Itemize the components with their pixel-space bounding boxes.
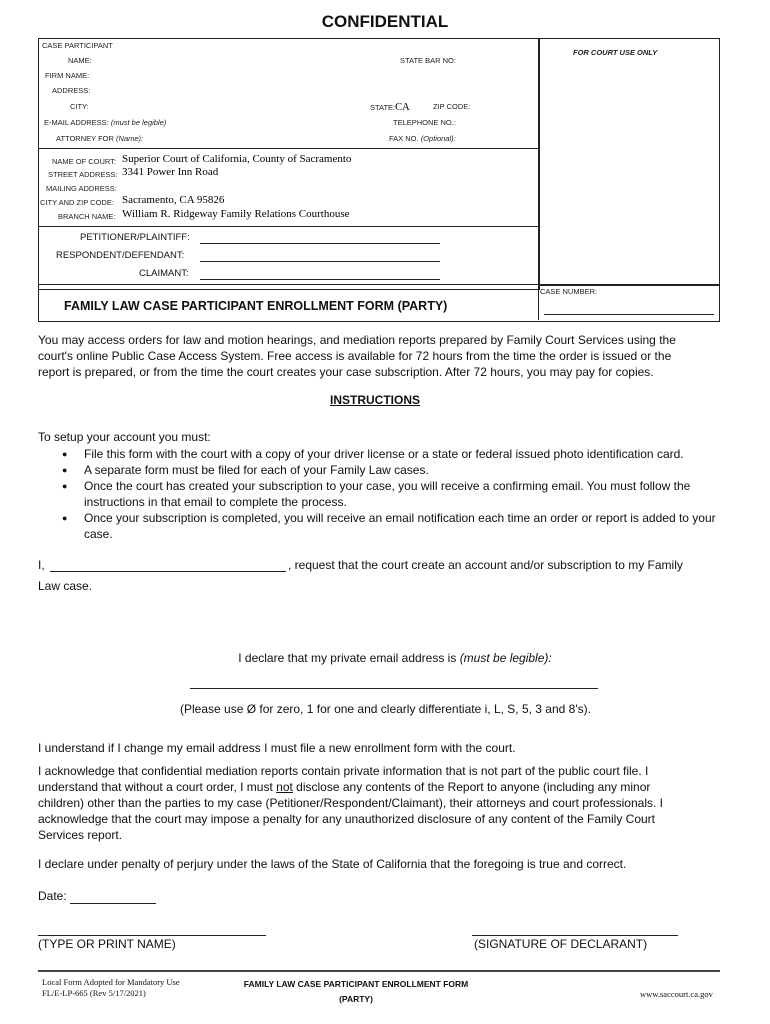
- footer-form-id: FL/E-LP-665 (Rev 5/17/2021): [42, 988, 146, 998]
- claimant-field[interactable]: [200, 279, 440, 280]
- fax-note: (Optional):: [420, 134, 456, 143]
- branch-name-value: William R. Ridgeway Family Relations Courthouse: [122, 208, 350, 220]
- intro-line-3: report is prepared, or from the time the court creates your case subscription. After 72 hours, you may pay for copies.: [38, 365, 654, 379]
- state-label-text: STATE:: [370, 103, 396, 112]
- city-zip-value: Sacramento, CA 95826: [122, 194, 225, 206]
- attorney-for-label: [56, 134, 143, 143]
- ack-line-1: I acknowledge that confidential mediation reports contain private information that is not part of the public court file. I: [38, 764, 649, 778]
- state-value: CA: [395, 102, 410, 113]
- ack-line-4: acknowledge that the court may impose a penalty for any unauthorized disclosure of any content of the Family Court: [38, 812, 656, 826]
- requester-name-field[interactable]: [50, 571, 286, 572]
- case-participant-label: CASE PARTICIPANT: [42, 41, 113, 50]
- email-field[interactable]: [190, 688, 598, 689]
- request-prefix: I,: [38, 558, 45, 572]
- attorney-note: (Name):: [116, 134, 144, 143]
- footer-form-party: (PARTY): [339, 994, 373, 1004]
- petitioner-field[interactable]: [200, 243, 440, 244]
- respondent-field[interactable]: [200, 261, 440, 262]
- footer-website[interactable]: www.saccourt.ca.gov: [640, 989, 713, 999]
- email-label: [44, 118, 166, 127]
- form-title: FAMILY LAW CASE PARTICIPANT ENROLLMENT FORM (PARTY): [64, 299, 448, 313]
- case-number-label: CASE NUMBER:: [540, 287, 598, 296]
- court-name-value: Superior Court of California, County of Sacramento: [122, 153, 352, 165]
- case-number-divider: [538, 284, 539, 320]
- court-use-box: [538, 38, 720, 286]
- request-suffix: , request that the court create an account and/or subscription to my Family: [288, 558, 683, 572]
- fax-label: [389, 134, 456, 143]
- name-label: NAME:: [68, 56, 92, 65]
- email-note: (must be legible): [110, 118, 167, 127]
- intro-line-2: court's online Public Case Access System. Free access is available for 72 hours from the time the order is issued or the: [38, 349, 672, 363]
- footer-adopted: Local Form Adopted for Mandatory Use: [42, 977, 180, 987]
- ack-line-3: children) other than the parties to my case (Petitioner/Respondent/Claimant), their attorneys and court professionals. I: [38, 796, 663, 810]
- court-use-label: FOR COURT USE ONLY: [573, 48, 658, 57]
- perjury-statement: I declare under penalty of perjury under the laws of the State of California that the foregoing is true and correct.: [38, 857, 627, 871]
- footer-rule: [38, 970, 720, 972]
- page-title: CONFIDENTIAL: [321, 12, 449, 31]
- divider-parties: [38, 226, 538, 227]
- email-hint: (Please use Ø for zero, 1 for one and clearly differentiate i, L, S, 5, 3 and 8's).: [180, 702, 591, 716]
- state-bar-label: STATE BAR NO:: [400, 56, 456, 65]
- footer-center: [200, 977, 512, 1007]
- branch-name-label: BRANCH NAME:: [58, 212, 116, 221]
- intro-line-1: You may access orders for law and motion hearings, and mediation reports prepared by Family Court Services using the: [38, 333, 676, 347]
- list-item: ● Once your subscription is completed, you will receive an email notification each time an order or report is added to your case.: [38, 510, 723, 542]
- acknowledgement-paragraph: [38, 763, 738, 843]
- respondent-label: RESPONDENT/DEFENDANT:: [56, 250, 185, 261]
- mailing-address-label: MAILING ADDRESS:: [46, 184, 117, 193]
- email-label-text: E-MAIL ADDRESS:: [44, 118, 109, 127]
- petitioner-label: PETITIONER/PLAINTIFF:: [80, 232, 190, 243]
- email-declaration-text: I declare that my private email address is: [238, 651, 460, 665]
- instructions-heading: INSTRUCTIONS: [330, 393, 420, 407]
- court-name-label: NAME OF COURT:: [52, 157, 117, 166]
- list-item: ● Once the court has created your subscription to your case, you will receive a confirming email. You must follow the instructions in that email to complete the process.: [38, 478, 723, 510]
- ack-not: not: [276, 780, 293, 794]
- footer-form-title: FAMILY LAW CASE PARTICIPANT ENROLLMENT FORM: [243, 979, 469, 989]
- firm-name-label: FIRM NAME:: [45, 71, 90, 80]
- date-field[interactable]: [70, 903, 156, 904]
- attorney-label-text: ATTORNEY FOR: [56, 134, 114, 143]
- instructions-lead: To setup your account you must:: [38, 430, 211, 444]
- list-item: ● File this form with the court with a copy of your driver license or a state or federal issued photo identification card.: [38, 446, 723, 462]
- email-declaration: [0, 650, 770, 666]
- date-label: Date:: [38, 889, 67, 903]
- state-label: [370, 102, 410, 113]
- city-zip-label: CITY AND ZIP CODE:: [40, 198, 114, 207]
- telephone-label: TELEPHONE NO.:: [393, 118, 456, 127]
- zip-label: ZIP CODE:: [433, 102, 471, 111]
- city-label: CITY:: [70, 102, 89, 111]
- change-email-statement: I understand if I change my email address I must file a new enrollment form with the court.: [38, 741, 516, 755]
- ack-line-5: Services report.: [38, 828, 123, 842]
- divider-court: [38, 148, 538, 149]
- street-address-label: STREET ADDRESS:: [48, 170, 118, 179]
- fax-label-text: FAX NO.: [389, 134, 419, 143]
- ack-line-2b: disclose any contents of the Report to anyone (including any minor: [292, 780, 651, 794]
- ack-line-2: [38, 779, 738, 795]
- ack-line-2a: understand that without a court order, I must: [38, 780, 277, 794]
- claimant-label: CLAIMANT:: [139, 268, 189, 279]
- street-address-value: 3341 Power Inn Road: [122, 166, 219, 178]
- instructions-list: [38, 446, 723, 542]
- type-name-label: (TYPE OR PRINT NAME): [38, 937, 176, 951]
- request-continuation: Law case.: [38, 579, 93, 593]
- footer-left: [42, 977, 180, 999]
- email-declaration-note: (must be legible):: [459, 651, 552, 665]
- signature-label: (SIGNATURE OF DECLARANT): [474, 937, 648, 951]
- case-number-field[interactable]: [544, 314, 714, 315]
- intro-paragraph: [38, 332, 738, 380]
- address-label: ADDRESS:: [52, 86, 91, 95]
- list-item: ● A separate form must be filed for each of your Family Law cases.: [38, 462, 723, 478]
